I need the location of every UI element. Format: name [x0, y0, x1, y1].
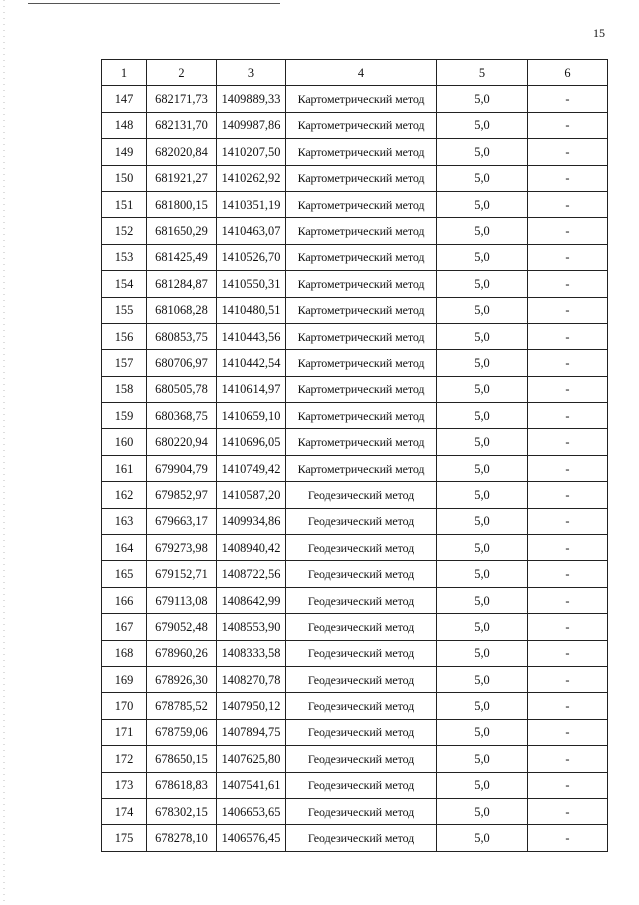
- cell-point-number: 161: [102, 455, 147, 481]
- cell-note: -: [528, 350, 608, 376]
- cell-accuracy: 5,0: [437, 535, 528, 561]
- cell-point-number: 174: [102, 798, 147, 824]
- cell-point-number: 148: [102, 112, 147, 138]
- table-row: [102, 165, 608, 191]
- table-row: [102, 746, 608, 772]
- cell-accuracy: 5,0: [437, 640, 528, 666]
- cell-x-coordinate: 681921,27: [147, 165, 217, 191]
- header-cell-accuracy: 5: [437, 60, 528, 86]
- cell-x-coordinate: 679152,71: [147, 561, 217, 587]
- cell-note: -: [528, 86, 608, 112]
- cell-x-coordinate: 678278,10: [147, 825, 217, 851]
- cell-point-number: 158: [102, 376, 147, 402]
- cell-point-number: 169: [102, 666, 147, 692]
- cell-note: -: [528, 191, 608, 217]
- table-row: [102, 640, 608, 666]
- cell-y-coordinate: 1406576,45: [217, 825, 286, 851]
- cell-method: Картометрический метод: [286, 191, 437, 217]
- cell-note: -: [528, 403, 608, 429]
- cell-note: -: [528, 112, 608, 138]
- cell-method: Картометрический метод: [286, 112, 437, 138]
- cell-method: Геодезический метод: [286, 693, 437, 719]
- cell-accuracy: 5,0: [437, 561, 528, 587]
- cell-note: -: [528, 798, 608, 824]
- cell-accuracy: 5,0: [437, 587, 528, 613]
- cell-x-coordinate: 680706,97: [147, 350, 217, 376]
- cell-x-coordinate: 681068,28: [147, 297, 217, 323]
- table-row: [102, 825, 608, 851]
- cell-x-coordinate: 682171,73: [147, 86, 217, 112]
- cell-method: Картометрический метод: [286, 403, 437, 429]
- cell-y-coordinate: 1410749,42: [217, 455, 286, 481]
- cell-method: Картометрический метод: [286, 429, 437, 455]
- cell-accuracy: 5,0: [437, 191, 528, 217]
- header-cell-method: 4: [286, 60, 437, 86]
- cell-y-coordinate: 1408553,90: [217, 614, 286, 640]
- cell-x-coordinate: 678926,30: [147, 666, 217, 692]
- cell-y-coordinate: 1410614,97: [217, 376, 286, 402]
- cell-y-coordinate: 1408333,58: [217, 640, 286, 666]
- cell-point-number: 164: [102, 535, 147, 561]
- cell-x-coordinate: 679113,08: [147, 587, 217, 613]
- cell-y-coordinate: 1410550,31: [217, 271, 286, 297]
- cell-note: -: [528, 614, 608, 640]
- cell-note: -: [528, 429, 608, 455]
- cell-point-number: 157: [102, 350, 147, 376]
- cell-method: Геодезический метод: [286, 746, 437, 772]
- cell-note: -: [528, 508, 608, 534]
- cell-accuracy: 5,0: [437, 86, 528, 112]
- cell-method: Картометрический метод: [286, 165, 437, 191]
- cell-method: Геодезический метод: [286, 535, 437, 561]
- cell-method: Картометрический метод: [286, 297, 437, 323]
- cell-method: Геодезический метод: [286, 825, 437, 851]
- cell-note: -: [528, 640, 608, 666]
- cell-point-number: 170: [102, 693, 147, 719]
- cell-method: Геодезический метод: [286, 798, 437, 824]
- cell-note: -: [528, 323, 608, 349]
- cell-point-number: 162: [102, 482, 147, 508]
- top-rule: [28, 3, 280, 4]
- cell-x-coordinate: 680220,94: [147, 429, 217, 455]
- table-row: [102, 218, 608, 244]
- cell-accuracy: 5,0: [437, 772, 528, 798]
- table-row: [102, 719, 608, 745]
- table-row: [102, 798, 608, 824]
- cell-method: Геодезический метод: [286, 666, 437, 692]
- cell-x-coordinate: 681425,49: [147, 244, 217, 270]
- cell-accuracy: 5,0: [437, 455, 528, 481]
- cell-y-coordinate: 1410442,54: [217, 350, 286, 376]
- cell-y-coordinate: 1409987,86: [217, 112, 286, 138]
- cell-point-number: 171: [102, 719, 147, 745]
- cell-x-coordinate: 682020,84: [147, 139, 217, 165]
- cell-y-coordinate: 1408642,99: [217, 587, 286, 613]
- cell-note: -: [528, 746, 608, 772]
- cell-note: -: [528, 218, 608, 244]
- header-cell-y: 3: [217, 60, 286, 86]
- cell-x-coordinate: 678785,52: [147, 693, 217, 719]
- scan-edge-marks: [3, 0, 5, 905]
- cell-point-number: 168: [102, 640, 147, 666]
- cell-x-coordinate: 679852,97: [147, 482, 217, 508]
- cell-y-coordinate: 1407950,12: [217, 693, 286, 719]
- cell-accuracy: 5,0: [437, 218, 528, 244]
- cell-point-number: 154: [102, 271, 147, 297]
- cell-y-coordinate: 1410587,20: [217, 482, 286, 508]
- cell-method: Геодезический метод: [286, 772, 437, 798]
- table-row: [102, 587, 608, 613]
- cell-note: -: [528, 165, 608, 191]
- cell-method: Картометрический метод: [286, 218, 437, 244]
- table-row: [102, 535, 608, 561]
- cell-y-coordinate: 1410262,92: [217, 165, 286, 191]
- table-row: [102, 561, 608, 587]
- page-number: 15: [593, 26, 605, 40]
- cell-accuracy: 5,0: [437, 271, 528, 297]
- cell-x-coordinate: 678960,26: [147, 640, 217, 666]
- cell-accuracy: 5,0: [437, 403, 528, 429]
- cell-x-coordinate: 678759,06: [147, 719, 217, 745]
- cell-point-number: 150: [102, 165, 147, 191]
- cell-note: -: [528, 455, 608, 481]
- table-row: [102, 244, 608, 270]
- cell-point-number: 173: [102, 772, 147, 798]
- cell-note: -: [528, 825, 608, 851]
- cell-accuracy: 5,0: [437, 825, 528, 851]
- cell-x-coordinate: 681284,87: [147, 271, 217, 297]
- cell-point-number: 167: [102, 614, 147, 640]
- table-row: [102, 455, 608, 481]
- cell-method: Геодезический метод: [286, 719, 437, 745]
- cell-accuracy: 5,0: [437, 508, 528, 534]
- cell-note: -: [528, 297, 608, 323]
- coordinates-table: [101, 59, 608, 852]
- cell-point-number: 160: [102, 429, 147, 455]
- cell-point-number: 153: [102, 244, 147, 270]
- table-row: [102, 271, 608, 297]
- cell-point-number: 151: [102, 191, 147, 217]
- cell-y-coordinate: 1409889,33: [217, 86, 286, 112]
- cell-x-coordinate: 678650,15: [147, 746, 217, 772]
- cell-x-coordinate: 680505,78: [147, 376, 217, 402]
- cell-note: -: [528, 719, 608, 745]
- cell-note: -: [528, 561, 608, 587]
- cell-note: -: [528, 535, 608, 561]
- cell-x-coordinate: 680368,75: [147, 403, 217, 429]
- table-row: [102, 350, 608, 376]
- table-row: [102, 376, 608, 402]
- table-row: [102, 429, 608, 455]
- cell-note: -: [528, 244, 608, 270]
- cell-point-number: 165: [102, 561, 147, 587]
- table-row: [102, 614, 608, 640]
- cell-y-coordinate: 1407625,80: [217, 746, 286, 772]
- cell-note: -: [528, 482, 608, 508]
- cell-note: -: [528, 271, 608, 297]
- cell-x-coordinate: 679273,98: [147, 535, 217, 561]
- table-row: [102, 323, 608, 349]
- cell-accuracy: 5,0: [437, 746, 528, 772]
- cell-note: -: [528, 666, 608, 692]
- cell-x-coordinate: 680853,75: [147, 323, 217, 349]
- cell-y-coordinate: 1410463,07: [217, 218, 286, 244]
- cell-accuracy: 5,0: [437, 614, 528, 640]
- cell-x-coordinate: 679663,17: [147, 508, 217, 534]
- cell-x-coordinate: 678618,83: [147, 772, 217, 798]
- cell-y-coordinate: 1410696,05: [217, 429, 286, 455]
- cell-point-number: 159: [102, 403, 147, 429]
- cell-x-coordinate: 681650,29: [147, 218, 217, 244]
- cell-y-coordinate: 1409934,86: [217, 508, 286, 534]
- cell-method: Геодезический метод: [286, 561, 437, 587]
- cell-y-coordinate: 1410526,70: [217, 244, 286, 270]
- cell-y-coordinate: 1407894,75: [217, 719, 286, 745]
- cell-y-coordinate: 1410443,56: [217, 323, 286, 349]
- cell-x-coordinate: 678302,15: [147, 798, 217, 824]
- cell-y-coordinate: 1410207,50: [217, 139, 286, 165]
- cell-method: Картометрический метод: [286, 455, 437, 481]
- cell-accuracy: 5,0: [437, 693, 528, 719]
- cell-note: -: [528, 693, 608, 719]
- cell-point-number: 149: [102, 139, 147, 165]
- cell-method: Картометрический метод: [286, 86, 437, 112]
- header-cell-point: 1: [102, 60, 147, 86]
- cell-y-coordinate: 1408722,56: [217, 561, 286, 587]
- cell-point-number: 175: [102, 825, 147, 851]
- table-row: [102, 139, 608, 165]
- cell-y-coordinate: 1408940,42: [217, 535, 286, 561]
- cell-method: Картометрический метод: [286, 244, 437, 270]
- cell-accuracy: 5,0: [437, 165, 528, 191]
- cell-accuracy: 5,0: [437, 429, 528, 455]
- cell-accuracy: 5,0: [437, 719, 528, 745]
- cell-method: Геодезический метод: [286, 614, 437, 640]
- cell-method: Геодезический метод: [286, 640, 437, 666]
- cell-y-coordinate: 1406653,65: [217, 798, 286, 824]
- cell-accuracy: 5,0: [437, 350, 528, 376]
- table-row: [102, 297, 608, 323]
- table-row: [102, 112, 608, 138]
- table-row: [102, 403, 608, 429]
- cell-accuracy: 5,0: [437, 666, 528, 692]
- header-cell-note: 6: [528, 60, 608, 86]
- table-header-row: [102, 60, 608, 86]
- table-row: [102, 86, 608, 112]
- cell-y-coordinate: 1410659,10: [217, 403, 286, 429]
- cell-x-coordinate: 682131,70: [147, 112, 217, 138]
- cell-y-coordinate: 1407541,61: [217, 772, 286, 798]
- cell-accuracy: 5,0: [437, 244, 528, 270]
- cell-method: Картометрический метод: [286, 139, 437, 165]
- cell-point-number: 156: [102, 323, 147, 349]
- cell-note: -: [528, 587, 608, 613]
- cell-y-coordinate: 1410351,19: [217, 191, 286, 217]
- cell-method: Геодезический метод: [286, 587, 437, 613]
- cell-point-number: 155: [102, 297, 147, 323]
- cell-point-number: 172: [102, 746, 147, 772]
- cell-x-coordinate: 681800,15: [147, 191, 217, 217]
- cell-method: Картометрический метод: [286, 376, 437, 402]
- cell-note: -: [528, 376, 608, 402]
- cell-method: Геодезический метод: [286, 482, 437, 508]
- cell-accuracy: 5,0: [437, 323, 528, 349]
- table-row: [102, 693, 608, 719]
- cell-accuracy: 5,0: [437, 482, 528, 508]
- cell-accuracy: 5,0: [437, 297, 528, 323]
- cell-method: Картометрический метод: [286, 271, 437, 297]
- cell-accuracy: 5,0: [437, 112, 528, 138]
- cell-accuracy: 5,0: [437, 798, 528, 824]
- cell-note: -: [528, 139, 608, 165]
- cell-point-number: 147: [102, 86, 147, 112]
- table-row: [102, 191, 608, 217]
- cell-point-number: 163: [102, 508, 147, 534]
- table-row: [102, 482, 608, 508]
- table-row: [102, 772, 608, 798]
- cell-x-coordinate: 679904,79: [147, 455, 217, 481]
- cell-point-number: 166: [102, 587, 147, 613]
- table-row: [102, 508, 608, 534]
- cell-method: Картометрический метод: [286, 323, 437, 349]
- header-cell-x: 2: [147, 60, 217, 86]
- cell-y-coordinate: 1408270,78: [217, 666, 286, 692]
- cell-point-number: 152: [102, 218, 147, 244]
- cell-note: -: [528, 772, 608, 798]
- table-body: [102, 60, 608, 852]
- cell-accuracy: 5,0: [437, 376, 528, 402]
- cell-method: Картометрический метод: [286, 350, 437, 376]
- cell-method: Геодезический метод: [286, 508, 437, 534]
- cell-x-coordinate: 679052,48: [147, 614, 217, 640]
- cell-y-coordinate: 1410480,51: [217, 297, 286, 323]
- table-row: [102, 666, 608, 692]
- cell-accuracy: 5,0: [437, 139, 528, 165]
